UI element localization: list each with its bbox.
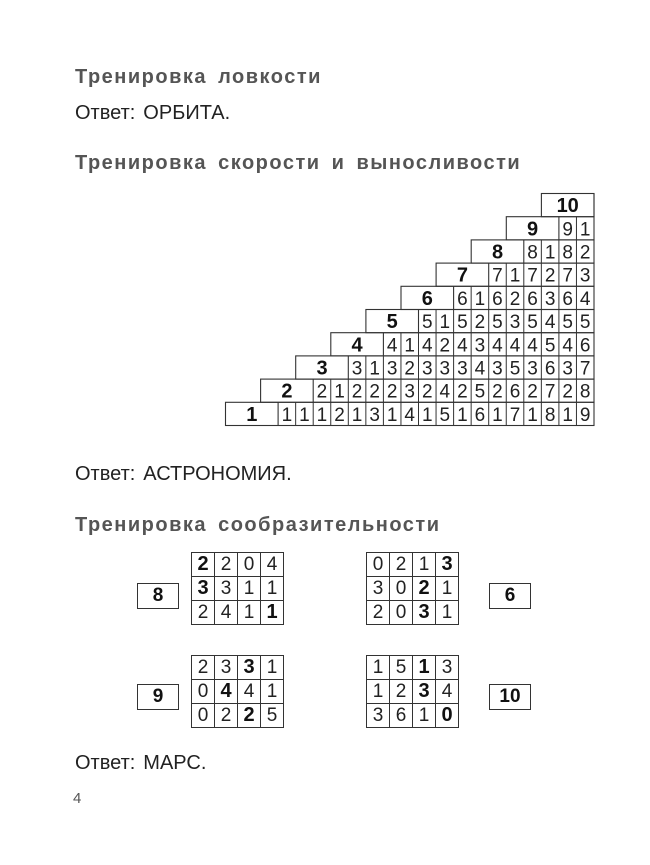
staircase-cell: 3: [439, 358, 451, 380]
staircase-row-number: 3: [316, 357, 328, 380]
staircase-cell: 9: [579, 404, 591, 426]
puzzle-cell: 1: [261, 656, 284, 680]
staircase-cell: 3: [579, 265, 591, 287]
staircase-cell: 1: [281, 404, 293, 426]
staircase-cell: 4: [579, 288, 591, 310]
puzzle-cell: 2: [192, 656, 215, 680]
staircase-cell: 5: [474, 381, 486, 403]
staircase-cell: 1: [579, 219, 591, 241]
staircase-cell: 1: [527, 404, 538, 426]
staircase-cell: 1: [316, 404, 328, 426]
answer-label: Ответ:: [75, 752, 136, 774]
puzzle-cell: 3: [192, 577, 215, 601]
staircase-cell: 5: [544, 335, 556, 357]
staircase-cell: 7: [527, 265, 538, 287]
puzzle-cell: 0: [436, 704, 459, 728]
staircase-cell: 7: [579, 358, 591, 380]
staircase-cell: 4: [421, 335, 433, 357]
puzzle-cell: 1: [261, 577, 284, 601]
puzzle-cell: 2: [413, 577, 436, 601]
answer-label: Ответ:: [75, 463, 136, 485]
staircase-cell: 2: [386, 381, 398, 403]
staircase-cell: 1: [369, 358, 380, 380]
puzzle-cell: 2: [192, 601, 215, 625]
staircase-cell: 6: [509, 381, 521, 403]
staircase-cell: 5: [527, 312, 538, 334]
staircase-cell: 1: [299, 404, 310, 426]
puzzle-cell: 4: [261, 553, 284, 577]
answer-value: ОРБИТА.: [143, 102, 231, 124]
puzzle-cell: 3: [215, 656, 238, 680]
staircase-cell: 9: [562, 219, 573, 241]
puzzle-cell: 3: [238, 656, 261, 680]
staircase-cell: 6: [562, 288, 573, 310]
puzzle-cell: 1: [261, 680, 284, 704]
staircase-cell: 7: [492, 265, 503, 287]
staircase-cell: 2: [439, 335, 451, 357]
puzzle-cell: 1: [367, 680, 390, 704]
puzzle-sum-box: 6: [489, 583, 531, 609]
puzzle-sum-box: 9: [137, 684, 179, 710]
staircase-cell: 3: [544, 288, 556, 310]
staircase-cell: 1: [404, 335, 416, 357]
puzzle-cell: 0: [390, 601, 413, 625]
page-number: 4: [73, 790, 82, 807]
staircase-cell: 8: [562, 242, 573, 264]
staircase-cell: 4: [457, 335, 468, 357]
staircase-cell: 5: [439, 404, 451, 426]
staircase-cell: 2: [492, 381, 503, 403]
puzzle-cell: 3: [367, 577, 390, 601]
answer-value: АСТРОНОМИЯ.: [143, 463, 292, 485]
puzzle-cell: 3: [413, 680, 436, 704]
staircase-cell: 5: [579, 312, 591, 334]
puzzle-cell: 3: [436, 656, 459, 680]
staircase-cell: 8: [527, 242, 538, 264]
puzzle-sum-box: 10: [489, 684, 531, 710]
staircase-cell: 7: [509, 404, 521, 426]
puzzle-grid: [366, 655, 459, 728]
staircase-cell: 5: [457, 312, 468, 334]
staircase-cell: 2: [474, 312, 486, 334]
puzzle-cell: 3: [367, 704, 390, 728]
staircase-row-number: 7: [456, 264, 468, 287]
puzzle-cell: 5: [261, 704, 284, 728]
puzzle-cell: 0: [238, 553, 261, 577]
puzzle-cell: 2: [238, 704, 261, 728]
staircase-cell: 2: [351, 381, 363, 403]
staircase-cell: 1: [509, 265, 521, 287]
puzzle-cell: 0: [390, 577, 413, 601]
puzzle-cell: 1: [413, 656, 436, 680]
puzzle-cell: 0: [192, 680, 215, 704]
section-title-wit: Тренировка сообразительности: [75, 514, 441, 536]
staircase-cell: 8: [579, 381, 591, 403]
puzzle-cell: 6: [390, 704, 413, 728]
puzzle-cell: 3: [436, 553, 459, 577]
staircase-cell: 3: [386, 358, 398, 380]
puzzle-cell: 2: [215, 704, 238, 728]
staircase-cell: 3: [351, 358, 363, 380]
staircase-cell: 4: [544, 312, 556, 334]
puzzle-cell: 4: [215, 601, 238, 625]
staircase-cell: 1: [439, 312, 451, 334]
staircase-cell: 2: [404, 358, 416, 380]
puzzle-grid: [191, 655, 284, 728]
staircase-row-number: 1: [246, 403, 258, 426]
staircase-cell: 2: [579, 242, 591, 264]
puzzle-cell: 5: [390, 656, 413, 680]
staircase-cell: 6: [457, 288, 468, 310]
staircase-cell: 4: [404, 404, 416, 426]
staircase-cell: 3: [404, 381, 416, 403]
staircase-cell: 3: [421, 358, 433, 380]
staircase-cell: 2: [421, 381, 433, 403]
puzzle-cell: 1: [413, 553, 436, 577]
staircase-cell: 3: [527, 358, 538, 380]
staircase-cell: 6: [527, 288, 538, 310]
puzzle-cell: 1: [413, 704, 436, 728]
puzzle-sum-box: 8: [137, 583, 179, 609]
staircase-row-number: 2: [281, 380, 293, 403]
staircase-cell: 3: [562, 358, 573, 380]
puzzle-cell: 0: [192, 704, 215, 728]
puzzle-grid: [366, 552, 459, 625]
staircase-cell: 2: [562, 381, 573, 403]
staircase-cell: 1: [544, 242, 556, 264]
answer-wit: [75, 752, 206, 775]
puzzle-cell: 1: [367, 656, 390, 680]
staircase-row-number: 4: [351, 334, 363, 357]
staircase-cell: 7: [544, 381, 556, 403]
staircase-cell: 1: [492, 404, 503, 426]
puzzle-cell: 1: [436, 577, 459, 601]
staircase-cell: 4: [492, 335, 503, 357]
staircase-row-number: 5: [386, 311, 398, 334]
answer-value: МАРС.: [143, 752, 207, 774]
staircase-cell: 5: [562, 312, 573, 334]
puzzle-cell: 1: [238, 601, 261, 625]
staircase-row-number: 6: [421, 287, 433, 310]
staircase-cell: 5: [421, 312, 433, 334]
puzzle-cell: 2: [367, 601, 390, 625]
staircase-cell: 3: [474, 335, 486, 357]
staircase-cell: 1: [421, 404, 433, 426]
puzzle-cell: 2: [192, 553, 215, 577]
staircase-cell: 1: [334, 381, 345, 403]
staircase-row-number: 8: [491, 241, 504, 264]
puzzle-cell: 4: [436, 680, 459, 704]
staircase-cell: 6: [474, 404, 486, 426]
answer-label: Ответ:: [75, 102, 136, 124]
staircase-cell: 5: [509, 358, 521, 380]
staircase-cell: 6: [492, 288, 503, 310]
staircase-cell: 6: [579, 335, 591, 357]
staircase-cell: 7: [562, 265, 573, 287]
staircase-cell: 1: [351, 404, 363, 426]
staircase-cell: 2: [544, 265, 556, 287]
staircase-cell: 5: [492, 312, 503, 334]
staircase-cell: 1: [474, 288, 486, 310]
staircase-cell: 4: [386, 335, 398, 357]
puzzle-cell: 2: [390, 553, 413, 577]
staircase-cell: 4: [527, 335, 538, 357]
staircase-cell: 4: [474, 358, 486, 380]
staircase-cell: 1: [457, 404, 468, 426]
staircase-row-number: 10: [556, 195, 579, 218]
staircase-row-number: 9: [527, 218, 539, 241]
staircase-cell: 2: [527, 381, 538, 403]
staircase-cell: 4: [439, 381, 451, 403]
puzzle-cell: 1: [261, 601, 284, 625]
staircase-cell: 4: [509, 335, 521, 357]
answer-speed: [75, 463, 292, 486]
puzzle-cell: 1: [436, 601, 459, 625]
puzzle-cell: 4: [215, 680, 238, 704]
puzzle-cell: 2: [390, 680, 413, 704]
staircase-cell: 3: [457, 358, 468, 380]
staircase-cell: 3: [369, 404, 380, 426]
staircase-cell: 3: [509, 312, 521, 334]
staircase-cell: 2: [316, 381, 328, 403]
puzzle-cell: 3: [215, 577, 238, 601]
staircase-cell: 1: [562, 404, 573, 426]
staircase-cell: 2: [334, 404, 345, 426]
staircase-cell: 8: [544, 404, 556, 426]
puzzle-cell: 4: [238, 680, 261, 704]
section-title-speed: Тренировка скорости и выносливости: [75, 152, 522, 174]
puzzle-cell: 2: [215, 553, 238, 577]
staircase-cell: 3: [492, 358, 503, 380]
staircase-cell: 6: [544, 358, 556, 380]
staircase-cell: 2: [509, 288, 521, 310]
staircase-cell: 2: [457, 381, 468, 403]
puzzle-cell: 0: [367, 553, 390, 577]
staircase-cell: 4: [562, 335, 573, 357]
section-title-agility: Тренировка ловкости: [75, 66, 322, 88]
staircase-cell: 2: [369, 381, 380, 403]
puzzle-grid: [191, 552, 284, 625]
puzzle-cell: 1: [238, 577, 261, 601]
staircase-cell: 1: [386, 404, 398, 426]
puzzle-cell: 3: [413, 601, 436, 625]
